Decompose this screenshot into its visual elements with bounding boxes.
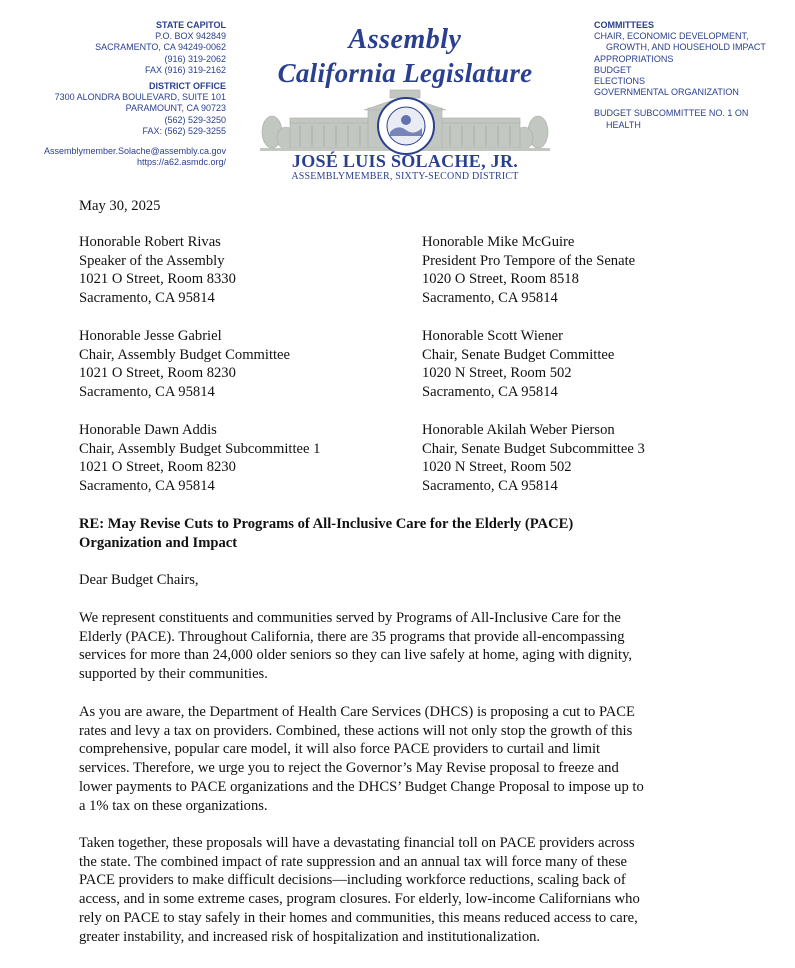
paragraph-line: greater instability, and increased risk of hospitalization and institutionalization. <box>79 928 541 945</box>
district-address-line: PARAMOUNT, CA 90723 <box>125 103 226 114</box>
subcommittee-item: BUDGET SUBCOMMITTEE NO. 1 ON <box>594 108 749 119</box>
paragraph-line: a 1% tax on these organizations. <box>79 797 268 814</box>
paragraph-line: the state. The combined impact of rate suppression and an annual tax will force many of these <box>79 853 628 870</box>
committee-item: APPROPRIATIONS <box>594 53 674 64</box>
recipient-city: Sacramento, CA 95814 <box>79 384 215 401</box>
district-phone: (562) 529-3250 <box>164 114 226 125</box>
recipient-title: Chair, Assembly Budget Subcommittee 1 <box>79 440 321 457</box>
recipient-address: 1021 O Street, Room 8230 <box>79 365 236 382</box>
recipient-block <box>79 421 320 496</box>
capitol-fax: FAX (916) 319-2162 <box>144 64 226 75</box>
body-paragraph <box>79 609 632 684</box>
committees-heading: COMMITTEES <box>594 20 654 30</box>
recipient-address: 1020 N Street, Room 502 <box>422 459 572 476</box>
committee-item: ELECTIONS <box>594 76 646 87</box>
committee-item: BUDGET <box>594 64 632 75</box>
recipient-title: Chair, Senate Budget Subcommittee 3 <box>422 440 645 457</box>
district-address-line: 7300 ALONDRA BOULEVARD, SUITE 101 <box>54 92 226 103</box>
body-paragraph <box>79 834 640 946</box>
salutation: Dear Budget Chairs, <box>79 572 199 588</box>
recipient-title: Chair, Assembly Budget Committee <box>79 346 291 363</box>
paragraph-line: supported by their communities. <box>79 666 268 683</box>
assemblymember-district: ASSEMBLYMEMBER, SIXTY-SECOND DISTRICT <box>291 171 519 182</box>
letterhead-center <box>260 8 550 182</box>
email-address: Assemblymember.Solache@assembly.ca.gov <box>43 146 226 157</box>
paragraph-line: Elderly (PACE). Throughout California, there are 35 programs that provide all-encompassing <box>79 628 625 645</box>
recipient-name: Honorable Robert Rivas <box>79 234 221 250</box>
recipient-city: Sacramento, CA 95814 <box>422 384 558 401</box>
paragraph-line: rely on PACE to stay safely in their homes and communities, this means reduced access to care, <box>79 909 638 926</box>
subject-line-text: RE: May Revise Cuts to Programs of All-Inclusive Care for the Elderly (PACE) <box>79 516 574 532</box>
recipient-address: 1020 O Street, Room 8518 <box>422 271 579 288</box>
recipient-name: Honorable Dawn Addis <box>79 422 217 438</box>
letterhead-committees <box>594 20 794 131</box>
assemblymember-name: JOSÉ LUIS SOLACHE, JR. <box>291 151 519 171</box>
subcommittee-item: HEALTH <box>606 119 641 130</box>
paragraph-line: Taken together, these proposals will have a devastating financial toll on PACE providers across <box>79 835 635 851</box>
recipient-name: Honorable Jesse Gabriel <box>79 328 222 344</box>
recipient-name: Honorable Scott Wiener <box>422 328 563 344</box>
committee-item: CHAIR, ECONOMIC DEVELOPMENT, <box>594 31 749 42</box>
paragraph-line: comprehensive, popular care model, it will also force PACE providers to curtail and limit <box>79 741 601 758</box>
letterhead-contact-left <box>20 20 226 168</box>
recipient-title: President Pro Tempore of the Senate <box>422 252 636 269</box>
paragraph-line: We represent constituents and communities served by Programs of All-Inclusive Care for the <box>79 610 621 626</box>
recipient-block <box>422 233 635 308</box>
recipient-block <box>422 327 614 402</box>
recipient-title: Speaker of the Assembly <box>79 252 225 269</box>
recipient-address: 1021 O Street, Room 8330 <box>79 271 236 288</box>
recipient-city: Sacramento, CA 95814 <box>422 478 558 495</box>
capitol-address-line: SACRAMENTO, CA 94249-0062 <box>95 42 226 53</box>
capitol-address-line: P.O. BOX 942849 <box>155 31 226 42</box>
subject-line-text: Organization and Impact <box>79 534 238 551</box>
recipient-address: 1020 N Street, Room 502 <box>422 365 572 382</box>
paragraph-line: lower payments to PACE organizations and the DHCS’ Budget Change Proposal to impose up to <box>79 778 644 795</box>
letter-date: May 30, 2025 <box>79 198 161 214</box>
committee-item: GROWTH, AND HOUSEHOLD IMPACT <box>606 42 766 53</box>
recipient-name: Honorable Akilah Weber Pierson <box>422 422 615 438</box>
body-paragraph <box>79 703 644 815</box>
capitol-phone: (916) 319-2062 <box>164 53 226 64</box>
recipient-name: Honorable Mike McGuire <box>422 234 575 250</box>
committee-item: GOVERNMENTAL ORGANIZATION <box>594 87 739 98</box>
website-url: https://a62.asmdc.org/ <box>136 157 226 168</box>
recipient-block <box>422 421 645 496</box>
subject-line <box>79 515 573 552</box>
recipient-block <box>79 233 236 308</box>
recipient-address: 1021 O Street, Room 8230 <box>79 459 236 476</box>
paragraph-line: PACE providers to make difficult decisions—including workforce reductions, scaling back of <box>79 872 626 889</box>
paragraph-line: As you are aware, the Department of Health Care Services (DHCS) is proposing a cut to PACE <box>79 704 635 720</box>
recipient-title: Chair, Senate Budget Committee <box>422 346 615 363</box>
legislature-title: California Legislature <box>277 58 533 88</box>
recipient-city: Sacramento, CA 95814 <box>79 478 215 495</box>
paragraph-line: access, and in some extreme cases, program closures. For elderly, low-income Californians who <box>79 891 640 908</box>
paragraph-line: services. Therefore, we urge you to reject the Governor’s May Revise proposal to freeze and <box>79 760 619 777</box>
assembly-title: Assembly <box>348 24 462 55</box>
paragraph-line: services for more than 24,000 older seniors so they can live safely at home, aging with dignity, <box>79 647 633 664</box>
recipient-city: Sacramento, CA 95814 <box>79 290 215 307</box>
capitol-heading: STATE CAPITOL <box>155 20 226 30</box>
state-seal-emblem <box>376 96 436 156</box>
district-heading: DISTRICT OFFICE <box>149 81 226 92</box>
recipient-city: Sacramento, CA 95814 <box>422 290 558 307</box>
district-fax: FAX: (562) 529-3255 <box>142 125 226 136</box>
paragraph-line: rates and levy a tax on providers. Combined, these actions will not only stop the growth of this <box>79 722 633 739</box>
recipient-block <box>79 327 290 402</box>
